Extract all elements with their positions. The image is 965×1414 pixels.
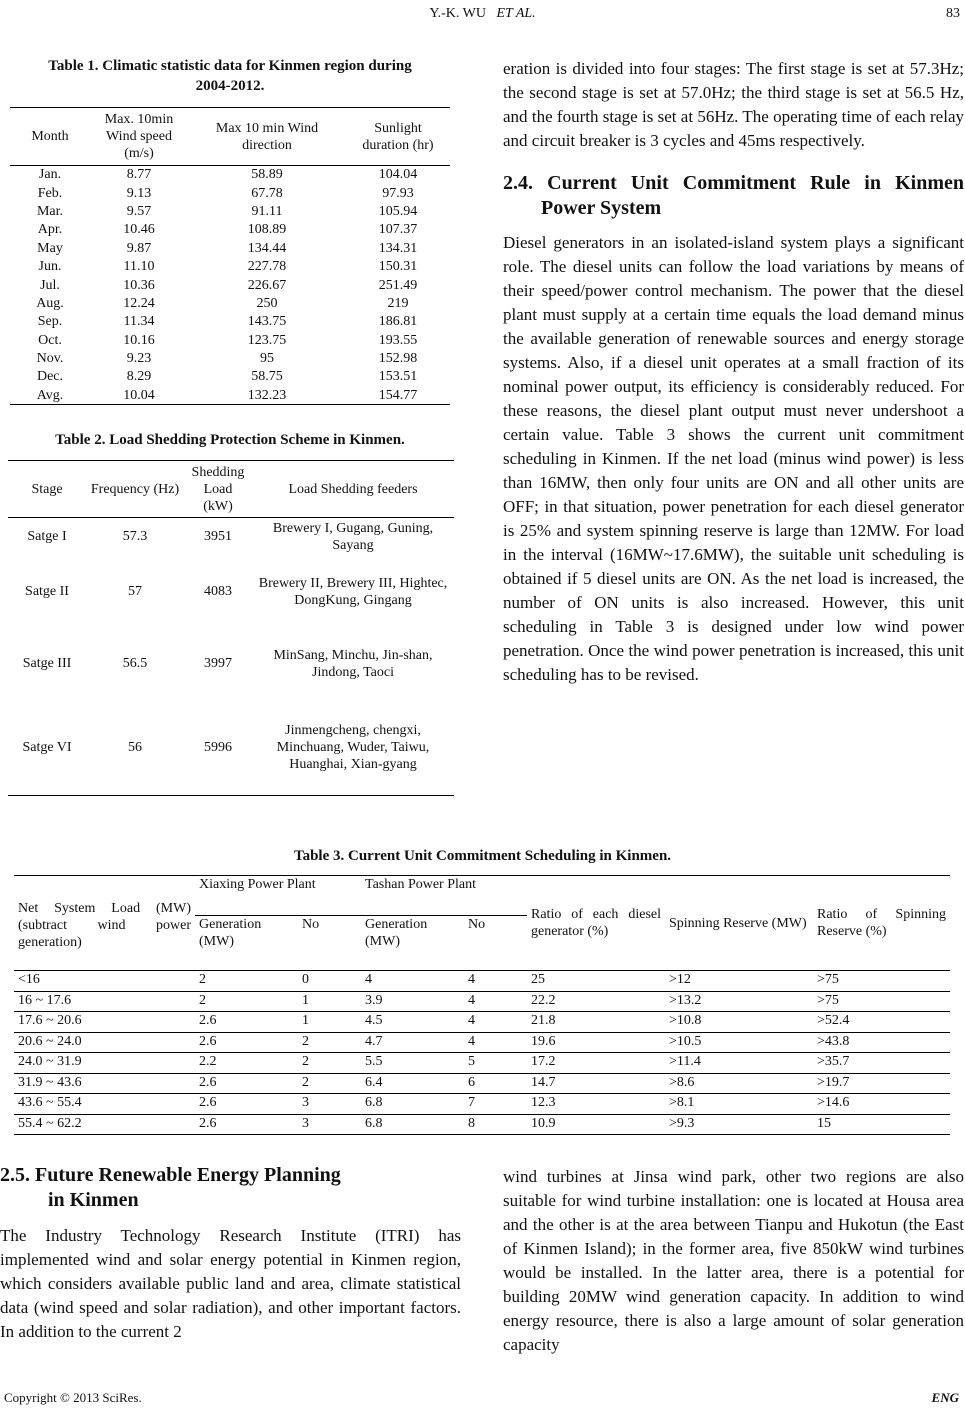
- table3-cell: >10.5: [669, 1033, 702, 1049]
- table1-cell: 105.94: [378, 203, 418, 219]
- table1-cell: 8.29: [126, 369, 152, 385]
- table1-caption: [5, 56, 455, 96]
- table3-cell: 4: [468, 972, 475, 987]
- table1-cell: Nov.: [36, 351, 64, 367]
- table3-row: [14, 1114, 950, 1135]
- table3-cell: 22.2: [531, 992, 556, 1008]
- table1-cell: 11.34: [123, 314, 155, 330]
- table1-cell: 154.77: [378, 387, 418, 403]
- section-2-4-title-line2: Power System: [541, 197, 662, 219]
- table3-cell: 20.6 ~ 24.0: [18, 1033, 82, 1049]
- table3-cell: 3: [302, 1095, 309, 1110]
- table2-header-feeders: Load Shedding feeders: [288, 481, 418, 497]
- table1-cell: 8.77: [126, 167, 152, 183]
- page-number: 83: [946, 6, 960, 21]
- table1-cell: 9.87: [126, 240, 152, 256]
- table3-cell: 7: [468, 1095, 475, 1110]
- table1-row: [10, 313, 450, 331]
- table3-cell: >8.1: [669, 1095, 695, 1110]
- table3-header-spinning: Spinning Reserve (MW): [669, 915, 807, 931]
- table3-cell: >9.3: [669, 1115, 695, 1131]
- paragraph: Diesel generators in an isolated-island system plays a significant role. The diesel units can follow the load variations by means of their speed/power control mechanism. The power that the diesel plant must supply at a certain time equals the load demand minus the available generation of renewable sources and energy storage systems. Also, if a diesel unit operates at a small fraction of its nominal power output, its efficiency is considerably reduced. For these reasons, the diesel plant output must never undershoot a certain value. Table 3 shows the current unit commitment scheduling in Kinmen. If the net load (minus wind power) is less than 16MW, then only four units are ON and all other units are OFF; in that situation, power penetration for each diesel generator is 25% and system spinning reserve is large than 12MW. For load in the interval (16MW~17.6MW), the suitable unit scheduling is obtained if 5 diesel units are ON. As the net load is increased, the number of ON units is also increased. However, this unit scheduling in Table 3 is designed under low wind power penetration. Once the wind power penetration is increased, this unit scheduling has to be revised.: [503, 233, 964, 684]
- table1-header-month: Month: [31, 129, 69, 144]
- table3-cell: 2.2: [199, 1054, 217, 1069]
- table2-cell: Brewery II, Brewery III, Hightec, DongKung, Gingang: [258, 575, 448, 608]
- table3-cell: >10.8: [669, 1013, 702, 1028]
- table1-cell: 226.67: [247, 277, 287, 293]
- table3-cell: 2.6: [199, 1013, 217, 1028]
- table1-row: [10, 221, 450, 239]
- table3-cell: 21.8: [531, 1013, 556, 1028]
- table1-row: [10, 349, 450, 367]
- table2-row: [8, 628, 454, 700]
- table3: [14, 875, 950, 1135]
- table1-cell: 9.23: [126, 351, 152, 367]
- table3-cell: >12: [669, 972, 691, 987]
- table3-cell: 31.9 ~ 43.6: [18, 1074, 82, 1090]
- table3-cell: 2: [302, 1033, 309, 1049]
- table1-cell: 193.55: [378, 332, 418, 348]
- table1-row: [10, 239, 450, 257]
- running-title: [0, 6, 965, 22]
- table2-cell: Jinmengcheng, chengxi, Minchuang, Wuder, Taiwu, Huanghai, Xian-gyang: [276, 722, 430, 772]
- table2-row: [8, 518, 454, 556]
- table3-cell: 6.4: [365, 1074, 383, 1090]
- table1-cell: 134.31: [378, 240, 418, 256]
- table3-cell: 4: [365, 972, 372, 987]
- table2-cell: 3997: [204, 656, 232, 671]
- page-footer: [4, 1390, 959, 1406]
- table3-cell: 4: [468, 1033, 475, 1049]
- table1-cell: 95: [260, 351, 274, 367]
- table1-cell: Aug.: [36, 295, 64, 311]
- table1-cell: 123.75: [247, 332, 287, 348]
- table3-cell: >35.7: [817, 1054, 850, 1069]
- table2-cell: Satge I: [27, 529, 67, 545]
- table1-cell: Jan.: [38, 167, 62, 183]
- table3-row: [14, 971, 950, 992]
- table1-cell: Oct.: [38, 332, 62, 348]
- table3-cell: 5.5: [365, 1054, 383, 1069]
- table3-row: [14, 1032, 950, 1053]
- table3-cell: >75: [817, 992, 839, 1008]
- table2-cell: 56.5: [122, 656, 148, 671]
- table2-cell: MinSang, Minchu, Jin-shan, Jindong, Taoci: [273, 647, 433, 680]
- paragraph: The Industry Technology Research Institute (ITRI) has implemented wind and solar energy potential in Kinmen region, which considers available public land and area, climate statistical data (wind speed and solar radiation), and other important factors. In addition to the current 2: [0, 1226, 461, 1341]
- table3-cell: 4: [468, 1013, 475, 1028]
- table1-cell: May: [37, 240, 63, 256]
- table1-cell: 132.23: [247, 387, 287, 403]
- running-etal: ET AL.: [496, 6, 536, 21]
- table1-cell: 134.44: [247, 240, 287, 256]
- table1-cell: 143.75: [247, 314, 287, 330]
- table2-cell: Satge II: [25, 584, 69, 599]
- table3-cell: >14.6: [817, 1095, 850, 1110]
- table3-cell: 5: [468, 1054, 475, 1069]
- section-2-4-title-line1: 2.4. Current Unit Commitment Rule in Kinmen: [503, 172, 964, 194]
- table3-header-net-load: Net System Load (MW) (subtract wind power generation): [18, 900, 191, 950]
- table1-cell: 250: [256, 295, 278, 311]
- table2-cell: 5996: [204, 739, 232, 755]
- paragraph: wind turbines at Jinsa wind park, other two regions are also suitable for wind turbine installation: one is located at Housa area and the other is at the area between Tianpu and Hukotun (the East of Kinmen Island); in the former area, five 850kW wind turbines would be installed. In the latter area, there is a potential for building 20MW wind generation capacity. In addition to wind energy resource, there is also a large amount of solar generation capacity: [503, 1167, 964, 1354]
- table2-cell: 57.3: [122, 529, 148, 545]
- table1-cell: 58.75: [251, 369, 283, 385]
- table2-cell: Satge III: [22, 656, 72, 671]
- table3-header-xiaxing-no: No: [302, 917, 320, 932]
- table3-cell: >52.4: [817, 1013, 850, 1028]
- table3-cell: >8.6: [669, 1074, 695, 1090]
- running-author: Y.-K. WU: [429, 6, 486, 21]
- table2-cell: Satge VI: [22, 739, 72, 755]
- table3-row: [14, 991, 950, 1012]
- table3-cell: 2.6: [199, 1115, 217, 1131]
- table3-cell: 2.6: [199, 1074, 217, 1090]
- table3-cell: 19.6: [531, 1033, 556, 1049]
- table3-caption: Table 3. Current Unit Commitment Scheduling in Kinmen.: [293, 848, 672, 864]
- table2-cell: 4083: [204, 584, 232, 599]
- table1-cell: 97.93: [382, 185, 414, 201]
- table1-cell: 91.11: [251, 203, 283, 219]
- table2-cell: 57: [128, 584, 142, 599]
- table3-cell: 6: [468, 1074, 475, 1090]
- table1-row: [10, 202, 450, 220]
- table3-cell: 2: [302, 1054, 309, 1069]
- table1-row: [10, 368, 450, 386]
- table1-cell: Avg.: [36, 387, 64, 403]
- paragraph: eration is divided into four stages: The first stage is set at 57.3Hz; the second stage is set at 57.0Hz; the third stage is set at 56.5 Hz, and the fourth stage is set at 56Hz. The operating time of each relay and circuit breaker is 3 cycles and 45ms respectively.: [503, 59, 964, 150]
- table3-cell: 17.6 ~ 20.6: [18, 1013, 82, 1028]
- table3-cell: >11.4: [669, 1054, 701, 1069]
- table3-row: [14, 1012, 950, 1033]
- table1-row: [10, 276, 450, 294]
- table3-header-ratio-spinning: Ratio of Spinning Reserve (%): [817, 907, 946, 939]
- table1-cell: Apr.: [37, 222, 63, 238]
- table1-cell: 10.46: [123, 222, 155, 238]
- table1-cell: 104.04: [378, 167, 418, 183]
- table3-cell: 3: [302, 1115, 309, 1131]
- table1-row: [10, 257, 450, 275]
- table1-cell: 11.10: [123, 259, 155, 275]
- table1-cell: 153.51: [378, 369, 418, 385]
- section-2-5-right: [503, 1165, 964, 1357]
- table1-cell: 107.37: [378, 222, 418, 238]
- table1-row: [10, 331, 450, 349]
- table1-header-wind-direction: Max 10 min Wind direction: [215, 120, 319, 153]
- table1-cell: 9.13: [126, 185, 152, 201]
- table3-header-tashan-no: No: [468, 917, 486, 932]
- table3-cell: 2: [199, 992, 206, 1008]
- table1-cell: 152.98: [378, 351, 418, 367]
- table3-cell: 43.6 ~ 55.4: [18, 1095, 82, 1110]
- table1-cell: 9.57: [126, 203, 152, 219]
- table3-cell: >75: [817, 972, 839, 987]
- table1-cell: 10.04: [123, 387, 155, 403]
- table2-cell: 3951: [204, 529, 232, 545]
- table2: [8, 460, 454, 796]
- table1-cell: 10.16: [123, 332, 155, 348]
- table1-row: [10, 166, 450, 184]
- table1-cell: 10.36: [123, 277, 155, 293]
- table3-cell: 4: [468, 992, 475, 1008]
- table3-cell: >43.8: [817, 1033, 850, 1049]
- table3-cell: 3.9: [365, 992, 383, 1008]
- table1-cell: 186.81: [378, 314, 418, 330]
- table3-cell: 25: [531, 972, 545, 987]
- table3-cell: 2: [199, 972, 206, 987]
- table3-cell: 0: [302, 972, 309, 987]
- table3-cell: 12.3: [531, 1095, 556, 1110]
- table3-cell: 6.8: [365, 1095, 383, 1110]
- table1-cell: Feb.: [37, 185, 63, 201]
- table3-cell: 2.6: [199, 1095, 217, 1110]
- section-2-5-title-line2: in Kinmen: [48, 1189, 139, 1211]
- table3-row: [14, 1073, 950, 1094]
- table3-cell: <16: [18, 972, 40, 987]
- table3-cell: 24.0 ~ 31.9: [18, 1054, 82, 1069]
- table3-cell: 15: [817, 1115, 831, 1131]
- table3-cell: 1: [302, 1013, 309, 1028]
- table1-caption-line1: Table 1. Climatic statistic data for Kinmen region during: [48, 58, 412, 74]
- table3-cell: 14.7: [531, 1074, 556, 1090]
- table2-row: [8, 700, 454, 796]
- table2-cell: 56: [128, 739, 142, 755]
- table3-cell: 8: [468, 1115, 475, 1131]
- table3-header-tashan: Tashan Power Plant: [361, 876, 527, 916]
- section-2-5-left: [0, 1224, 461, 1344]
- table1-cell: 227.78: [247, 259, 287, 275]
- table3-cell: 17.2: [531, 1054, 556, 1069]
- table1-row: [10, 294, 450, 312]
- table1-cell: Dec.: [36, 369, 64, 385]
- table2-cell: Brewery I, Gugang, Guning, Sayang: [272, 520, 434, 553]
- table2-caption: Table 2. Load Shedding Protection Scheme in Kinmen.: [55, 432, 405, 448]
- table3-cell: 4.5: [365, 1013, 383, 1028]
- table3-cell: >19.7: [817, 1074, 850, 1090]
- table1-cell: Jul.: [40, 277, 60, 293]
- table1-header-wind-speed: Max. 10min Wind speed (m/s): [104, 112, 174, 161]
- table1-cell: 12.24: [123, 295, 155, 311]
- table3-cell: 2: [302, 1074, 309, 1090]
- table1-cell: Jun.: [38, 259, 62, 275]
- table3-header-ratio: Ratio of each diesel generator (%): [531, 907, 661, 939]
- table3-row: [14, 1094, 950, 1115]
- table1-cell: Sep.: [37, 314, 63, 330]
- right-column: [503, 57, 964, 687]
- table2-row: [8, 556, 454, 628]
- section-2-4-heading: [503, 171, 964, 221]
- table1-cell: 108.89: [247, 222, 287, 238]
- table3-row: [14, 1053, 950, 1074]
- table3-cell: 1: [302, 992, 309, 1008]
- journal-name: ENG: [931, 1390, 959, 1405]
- table1-cell: 219: [387, 295, 409, 311]
- table2-header-shedding-load: Shedding Load (kW): [191, 464, 245, 514]
- table3-cell: 6.8: [365, 1115, 383, 1131]
- table1-row: [10, 386, 450, 404]
- copyright: Copyright © 2013 SciRes.: [4, 1390, 142, 1405]
- table1-cell: 58.89: [251, 167, 283, 183]
- table1-caption-line2: 2004-2012.: [195, 78, 265, 94]
- table3-cell: 16 ~ 17.6: [18, 992, 72, 1008]
- table3-cell: 2.6: [199, 1033, 217, 1049]
- table3-header-xiaxing: Xiaxing Power Plant: [195, 876, 361, 916]
- table1-cell: 150.31: [378, 259, 418, 275]
- table3-cell: 4.7: [365, 1033, 383, 1049]
- section-2-5-heading: [0, 1163, 460, 1213]
- table1-cell: 67.78: [251, 185, 283, 201]
- table1-cell: Mar.: [36, 203, 64, 219]
- table3-cell: 55.4 ~ 62.2: [18, 1115, 82, 1131]
- table1-row: [10, 184, 450, 202]
- table3-cell: 10.9: [531, 1115, 556, 1131]
- table3-cell: >13.2: [669, 992, 702, 1008]
- table1: [10, 107, 450, 405]
- table1-cell: 251.49: [378, 277, 418, 293]
- table3-header-xiaxing-generation: Generation (MW): [199, 917, 262, 949]
- table2-header-stage: Stage: [31, 481, 63, 497]
- section-2-5-title-line1: 2.5. Future Renewable Energy Planning: [0, 1164, 341, 1186]
- table3-header-tashan-generation: Generation (MW): [365, 917, 428, 949]
- table2-header-frequency: Frequency (Hz): [90, 481, 180, 497]
- table1-header-sunlight: Sunlight duration (hr): [362, 120, 434, 153]
